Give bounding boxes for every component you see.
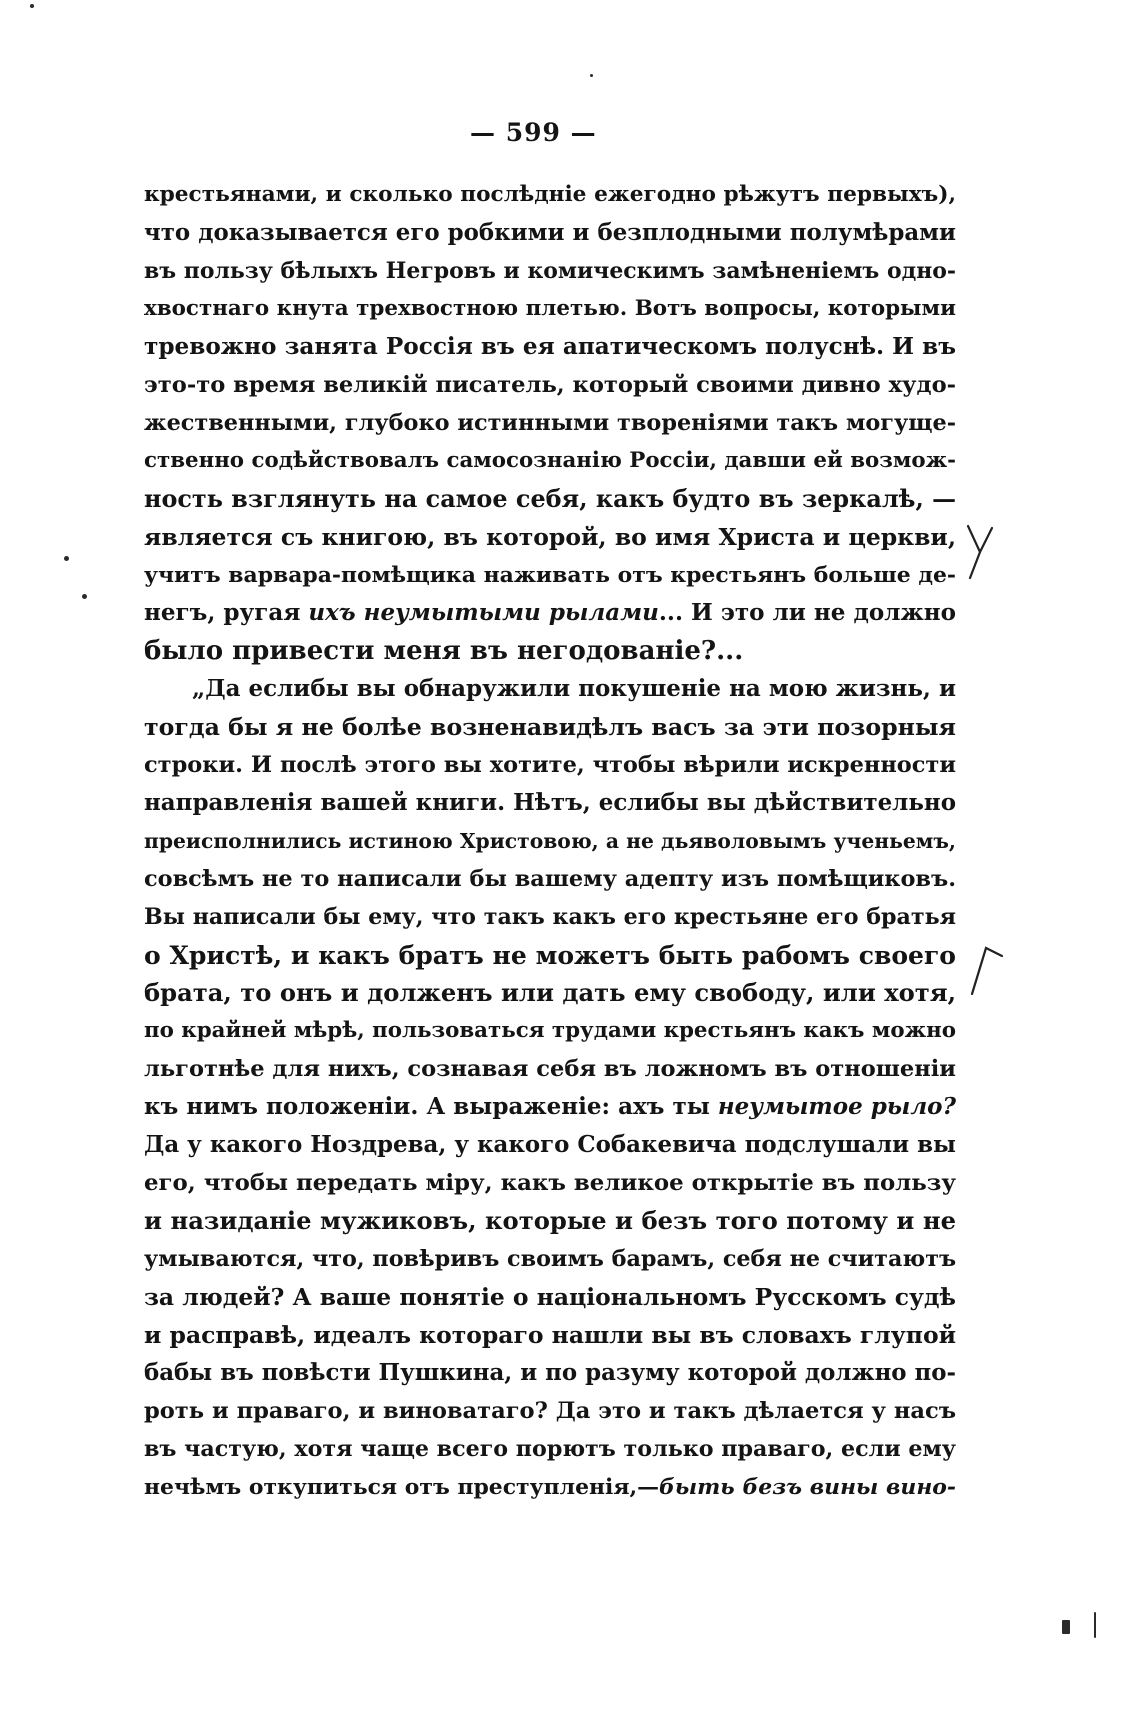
text-run: было привести меня въ негодованіе?...: [144, 636, 744, 666]
text-run: строки. И послѣ этого вы хотите, чтобы вѣрили искренности: [144, 752, 956, 778]
text-run: къ нимъ положеніи. А выраженіе: ахъ ты: [144, 1093, 718, 1120]
text-line: [144, 594, 956, 632]
text-line: [144, 1126, 956, 1164]
text-run: за людей? А ваше понятіе о національномъ Русскомъ судѣ: [144, 1283, 956, 1311]
text-line: [144, 214, 956, 252]
text-run: по крайней мѣрѣ, пользоваться трудами крестьянъ какъ можно: [144, 1018, 957, 1043]
text-line: [144, 290, 956, 328]
text-line: [144, 1354, 956, 1392]
text-line: [144, 404, 956, 442]
text-line: [144, 518, 956, 556]
text-line: [144, 632, 956, 670]
text-run: крестьянами, и сколько послѣдніе ежегодно рѣжутъ первыхъ),: [144, 182, 956, 207]
text-run: бабы въ повѣсти Пушкина, и по разуму которой должно по-: [144, 1360, 956, 1386]
text-run: Вы написали бы ему, что такъ какъ его крестьяне его братья: [144, 904, 956, 930]
text-line: [144, 974, 956, 1012]
text-run: и назиданіе мужиковъ, которые и безъ того потому и не: [144, 1206, 956, 1235]
margin-pencil-mark-bottom: [968, 938, 1008, 998]
text-line: [144, 556, 956, 594]
text-run: совсѣмъ не то написали бы вашему адепту изъ помѣщиковъ.: [144, 866, 956, 892]
text-line: [144, 1202, 956, 1240]
scan-speck: [30, 4, 34, 8]
text-run: нечѣмъ откупиться отъ преступленія,—: [144, 1474, 660, 1500]
text-run: „Да еслибы вы обнаружили покушеніе на мою жизнь, и: [192, 675, 956, 702]
text-line: [144, 708, 956, 746]
scan-edge-mark: [1094, 1612, 1096, 1638]
text-run: льготнѣе для нихъ, сознавая себя въ ложномъ въ отношеніи: [144, 1056, 956, 1082]
text-line: [144, 860, 956, 898]
text-line: [144, 898, 956, 936]
text-line: [144, 1430, 956, 1468]
text-line: [144, 746, 956, 784]
text-line: [144, 822, 956, 860]
text-run: негъ, ругая: [144, 599, 309, 626]
text-run: брата, то онъ и долженъ или дать ему свободу, или хотя,: [144, 978, 957, 1007]
scan-speck: [64, 556, 69, 561]
text-line: [144, 1240, 956, 1278]
text-run: преисполнились истиною Христовою, а не дьяволовымъ ученьемъ,: [144, 829, 956, 853]
italic-phrase: ихъ неумытыми рылами: [308, 599, 659, 626]
text-run: и расправѣ, идеалъ котораго нашли вы въ словахъ глупой: [144, 1321, 956, 1349]
scan-edge-mark: [1062, 1620, 1070, 1634]
text-line: [144, 670, 956, 708]
text-line: [144, 1278, 956, 1316]
text-line: [144, 1392, 956, 1430]
text-run: Да у какого Ноздрева, у какого Собакевича подслушали вы: [144, 1131, 956, 1158]
body-text: [144, 176, 956, 1506]
text-run: тревожно занята Россія въ ея апатическомъ полуснѣ. И въ: [144, 333, 956, 360]
page-number: — 599 —: [470, 118, 597, 147]
text-line: [144, 328, 956, 366]
text-run: въ пользу бѣлыхъ Негровъ и комическимъ замѣненіемъ одно-: [144, 258, 956, 284]
text-run: учитъ варвара-помѣщика наживать отъ крестьянъ больше де-: [144, 562, 956, 588]
italic-phrase: неумытое рыло?: [717, 1093, 957, 1120]
text-run: хвостнаго кнута трехвостною плетью. Вотъ вопросы, которыми: [144, 296, 956, 321]
text-run: ность взглянуть на самое себя, какъ будто въ зеркалѣ, —: [144, 485, 956, 513]
scan-speck: [82, 594, 87, 599]
text-line: [144, 1164, 956, 1202]
text-run: жественными, глубоко истинными твореніями такъ могуще-: [144, 410, 956, 436]
text-line: [144, 442, 956, 480]
text-run: тогда бы я не болѣе возненавидѣлъ васъ за эти позорныя: [144, 713, 956, 741]
text-line: [144, 480, 956, 518]
text-run: является съ книгою, въ которой, во имя Христа и церкви,: [144, 523, 956, 551]
text-line: [144, 176, 956, 214]
margin-pencil-mark-top: [962, 522, 1002, 582]
text-line: [144, 1088, 956, 1126]
text-line: [144, 366, 956, 404]
text-line: [144, 784, 956, 822]
text-run: направленія вашей книги. Нѣтъ, еслибы вы дѣйствительно: [144, 789, 956, 816]
text-line: [144, 1316, 956, 1354]
italic-phrase: быть безъ вины вино-: [659, 1474, 956, 1500]
text-run: умываются, что, повѣривъ своимъ барамъ, себя не считаютъ: [144, 1246, 957, 1272]
text-line: [144, 936, 956, 974]
text-run: роть и праваго, и виноватаго? Да это и такъ дѣлается у насъ: [144, 1398, 956, 1424]
text-line: [144, 1012, 956, 1050]
text-line: [144, 1050, 956, 1088]
text-run: что доказывается его робкими и безплодными полумѣрами: [144, 220, 956, 246]
text-run: это-то время великій писатель, который своими дивно худо-: [144, 372, 957, 398]
scan-speck: [590, 74, 593, 77]
text-run: ... И это ли не должно: [658, 599, 956, 626]
text-run: его, чтобы передать міру, какъ великое открытіе въ пользу: [144, 1170, 956, 1196]
text-run: ственно содѣйствовалъ самосознанію Россіи, давши ей возмож-: [144, 448, 956, 473]
text-line: [144, 252, 956, 290]
text-line: [144, 1468, 956, 1506]
text-run: въ частую, хотя чаще всего порютъ только праваго, если ему: [144, 1436, 956, 1462]
text-run: о Христѣ, и какъ братъ не можетъ быть рабомъ своего: [144, 940, 956, 970]
